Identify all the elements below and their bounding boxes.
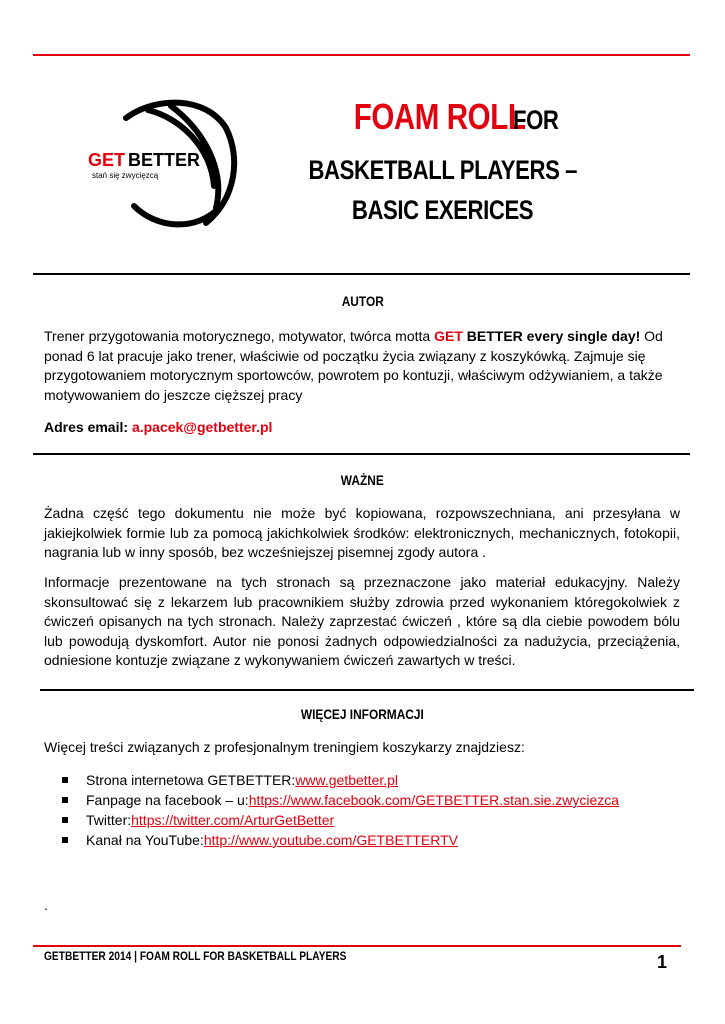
section-heading-wazne: WAŻNE (341, 472, 384, 488)
list-item: Strona internetowa GETBETTER: www.getbetter.pl (62, 770, 619, 790)
autor-paragraph: Trener przygotowania motorycznego, motywator, twórca motta GET BETTER every single day! Od ponad 6 lat pracuje jako trener, właściwie od początku życia związany z koszykówką. Zajmuje się przygotowaniem motorycznym sportowców, powrotem po kontuzji, właściwym odżywianiem, a także motywowaniem do jeszcze cięższej pracy (44, 328, 663, 403)
better-motto: BETTER every single day! (462, 328, 641, 344)
wazne-paragraph-2: Informacje prezentowane na tych stronach są przeznaczone jako materiał edukacyjny. Należy skonsultować się z lekarzem lub pracownikiem służby zdrowia przed wykonaniem któregokolwiek z ćwiczeń opisanych na tych stronach. Należy zaprzestać ćwiczeń , które są dla ciebie powodem bólu lub powodują dyskomfort. Autor nie ponosi żadnych odpowiedzialności za nadużycia, przeciążenia, odniesione kontuzje związane z wykonywaniem ćwiczeń zawartych w treści. (44, 574, 680, 668)
divider-header (33, 273, 690, 275)
list-item: Twitter: https://twitter.com/ArturGetBetter (62, 810, 619, 830)
bullet-icon (62, 797, 68, 803)
title-line3: BASIC EXERICES (351, 195, 534, 225)
document-title (275, 95, 610, 228)
title-line2: BASKETBALL PLAYERS – (308, 155, 577, 185)
logo-tagline: stań się zwycięzcą (92, 171, 159, 180)
list-item: Fanpage na facebook – u: https://www.facebook.com/GETBETTER.stan.sie.zwyciezca (62, 790, 619, 810)
getbetter-logo (86, 88, 246, 238)
bullet-icon (62, 837, 68, 843)
title-red: FOAM ROLL (353, 96, 526, 137)
wazne-paragraph-1: Żadna część tego dokumentu nie może być kopiowana, rozpowszechniana, ani przesyłana w jakiejkolwiek formie lub za pomocą jakichkolwiek środków: elektronicznych, mechanicznych, fotokopii, nagrania lub w inny sposób, bez wcześniejszej pisemnej zgody autora . (44, 505, 680, 560)
footer-rule (33, 945, 681, 947)
more-intro: Więcej treści związanych z profesjonalnym treningiem koszykarzy znajdziesz: (44, 739, 525, 755)
section-heading-autor: AUTOR (341, 293, 384, 309)
trailing-dot: . (44, 897, 48, 913)
section-heading-more: WIĘCEJ INFORMACJI (301, 706, 424, 722)
email-line: Adres email: a.pacek@getbetter.pl (44, 419, 273, 435)
get-word: GET (434, 328, 463, 344)
twitter-link[interactable]: https://twitter.com/ArturGetBetter (131, 812, 335, 828)
logo-text-better: BETTER (128, 150, 200, 170)
divider-wazne (40, 689, 694, 691)
page-number: 1 (657, 952, 668, 972)
email-link[interactable]: a.pacek@getbetter.pl (131, 419, 273, 435)
bullet-icon (62, 817, 68, 823)
youtube-link[interactable]: http://www.youtube.com/GETBETTERTV (203, 832, 458, 848)
website-link[interactable]: www.getbetter.pl (295, 772, 399, 788)
divider-autor (33, 453, 690, 455)
bullet-icon (62, 777, 68, 783)
links-list (62, 770, 619, 850)
footer-text: GETBETTER 2014 | FOAM ROLL FOR BASKETBALL PLAYERS (44, 949, 347, 963)
top-rule (33, 54, 690, 56)
list-item: Kanał na YouTube: http://www.youtube.com/GETBETTERTV (62, 830, 619, 850)
logo-text-get: GET (88, 150, 126, 170)
facebook-link[interactable]: https://www.facebook.com/GETBETTER.stan.sie.zwyciezca (248, 792, 620, 808)
title-for: FOR (513, 105, 559, 135)
